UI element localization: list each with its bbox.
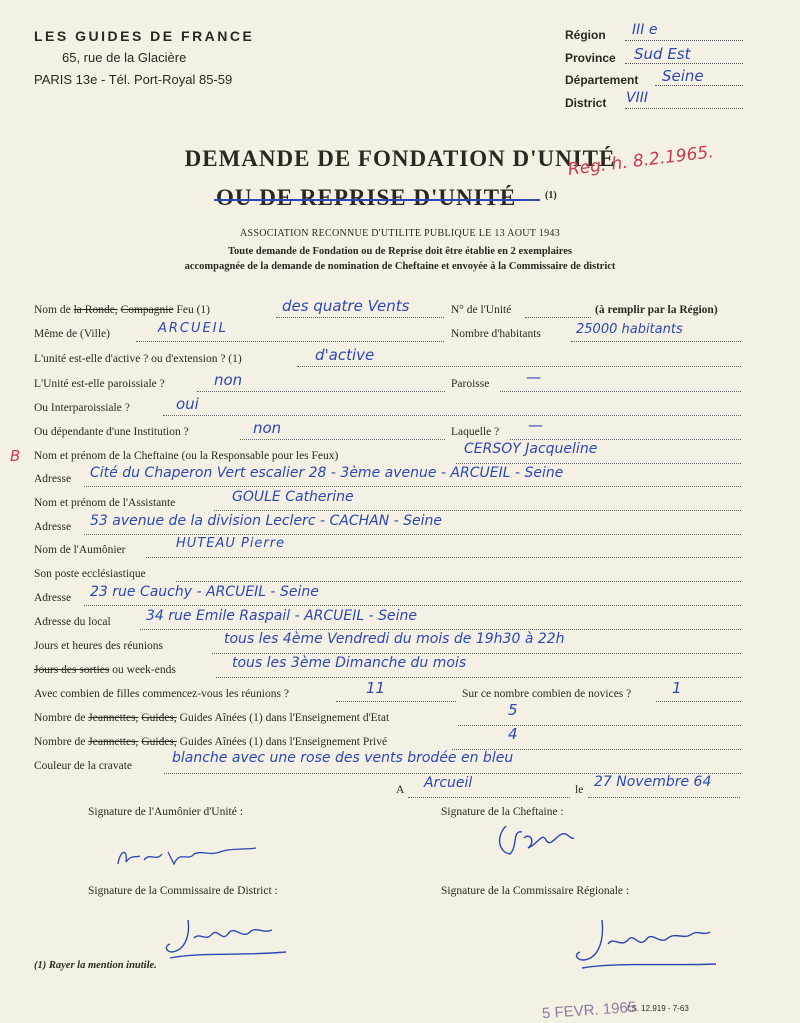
- organization-address: 65, rue de la Glacière: [62, 50, 187, 65]
- district-value: VIII: [626, 90, 648, 106]
- state-school-value: 5: [508, 701, 518, 719]
- instructions-line1: Toute demande de Fondation ou de Reprise doit être établie en 2 exemplaires: [228, 246, 572, 257]
- outings-value: tous les 3ème Dimanche du mois: [232, 655, 467, 671]
- inhabitants-value: 25000 habitants: [576, 322, 683, 337]
- regional-commissioner-signature-label: Signature de la Commissaire Régionale :: [441, 885, 630, 897]
- leader-name-value: CERSOY Jacqueline: [464, 441, 598, 457]
- novices-label: Sur ce nombre combien de novices ?: [462, 688, 632, 700]
- departement-label: Département: [565, 73, 639, 87]
- district-commissioner-signature-label: Signature de la Commissaire de District :: [88, 885, 278, 897]
- organization-name: LES GUIDES DE FRANCE: [34, 28, 255, 44]
- date-value: 27 Novembre 64: [594, 774, 712, 790]
- unit-number-field[interactable]: [525, 304, 591, 318]
- footnote: (1) Rayer la mention inutile.: [34, 960, 157, 971]
- instructions-line2: accompagnée de la demande de nomination de Cheftaine et envoyée à la Commissaire de district: [184, 261, 616, 272]
- leader-address-label: Adresse: [34, 473, 72, 485]
- city-value: ARCUEIL: [158, 321, 228, 336]
- leader-name-label: Nom et prénom de la Cheftaine (ou la Responsable pour les Feux): [34, 450, 339, 462]
- reference-code: I.S. 12.919 - 7-63: [627, 1004, 689, 1013]
- assistant-address-label: Adresse: [34, 521, 72, 533]
- private-school-field[interactable]: [452, 736, 741, 750]
- active-extension-label: L'unité est-elle d'active ? ou d'extension ? (1): [34, 353, 242, 365]
- which-institution-label: Laquelle ?: [451, 426, 500, 438]
- chaplain-name-value: HUTEAU Pierre: [176, 536, 286, 551]
- unit-name-value: des quatre Vents: [282, 297, 410, 315]
- date-label: le: [575, 784, 584, 796]
- margin-annotation: B: [10, 447, 21, 465]
- parish-label: Paroisse: [451, 378, 490, 390]
- interparish-value: oui: [176, 395, 199, 413]
- institution-value: non: [253, 419, 282, 437]
- interparish-label: Ou Interparoissiale ?: [34, 402, 130, 414]
- ecclesiastic-post-field[interactable]: [176, 568, 741, 582]
- assistant-address-value: 53 avenue de la division Leclerc - CACHAN - Seine: [90, 513, 442, 529]
- chaplain-signature-label: Signature de l'Aumônier d'Unité :: [88, 806, 243, 818]
- active-extension-value: d'active: [315, 346, 375, 364]
- received-stamp: 5 FEVR. 1965: [541, 998, 637, 1023]
- region-value: III e: [632, 22, 658, 38]
- parish-question-value: non: [214, 371, 243, 389]
- chaplain-signature: [110, 838, 260, 874]
- place-label: A: [396, 784, 405, 796]
- unit-number-label: N° de l'Unité: [451, 304, 512, 316]
- private-school-value: 4: [508, 725, 518, 743]
- district-label: District: [565, 96, 607, 110]
- outings-label: Jours des sorties ou week-ends: [34, 664, 176, 676]
- tie-color-value: blanche avec une rose des vents brodée en bleu: [172, 750, 514, 766]
- inhabitants-label: Nombre d'habitants: [451, 328, 541, 340]
- form-title-line2: OU DE REPRISE D'UNITÉ: [216, 185, 517, 210]
- state-school-field[interactable]: [458, 712, 741, 726]
- parish-question-label: L'Unité est-elle paroissiale ?: [34, 378, 165, 390]
- leader-signature: [488, 818, 578, 864]
- form-title: DEMANDE DE FONDATION D'UNITÉ: [184, 146, 616, 171]
- title-footnote-ref: (1): [545, 190, 557, 201]
- ecclesiastic-post-label: Son poste ecclésiastique: [34, 568, 146, 580]
- interparish-field[interactable]: [163, 402, 741, 416]
- leader-address-value: Cité du Chaperon Vert escalier 28 - 3ème avenue - ARCUEIL - Seine: [90, 465, 564, 481]
- private-school-label: Nombre de Jeannettes, Guides, Guides Aînées (1) dans l'Enseignement Privé: [34, 736, 388, 748]
- registration-date-annotation: Reg. h. 8.2.1965.: [566, 142, 715, 180]
- organization-city-phone: PARIS 13e - Tél. Port-Royal 85-59: [34, 72, 233, 87]
- which-institution-value: —: [528, 416, 543, 434]
- association-statement: ASSOCIATION RECONNUE D'UTILITE PUBLIQUE LE 13 AOUT 1943: [239, 228, 561, 239]
- girls-count-label: Avec combien de filles commencez-vous les réunions ?: [34, 688, 289, 700]
- premises-address-label: Adresse du local: [34, 616, 111, 628]
- province-label: Province: [565, 51, 616, 65]
- departement-value: Seine: [662, 67, 704, 85]
- parish-value: —: [526, 368, 541, 386]
- unit-name-label: Nom de la Ronde, Compagnie Feu (1): [34, 304, 211, 316]
- meetings-value: tous les 4ème Vendredi du mois de 19h30 à 22h: [224, 631, 565, 647]
- chaplain-address-value: 23 rue Cauchy - ARCUEIL - Seine: [90, 584, 319, 600]
- leader-signature-label: Signature de la Cheftaine :: [441, 806, 564, 818]
- novices-field[interactable]: [656, 688, 741, 702]
- which-institution-field[interactable]: [510, 426, 741, 440]
- province-value: Sud Est: [634, 45, 691, 63]
- chaplain-name-label: Nom de l'Aumônier: [34, 544, 126, 556]
- tie-color-label: Couleur de la cravate: [34, 760, 133, 772]
- assistant-name-label: Nom et prénom de l'Assistante: [34, 497, 176, 509]
- premises-address-value: 34 rue Emile Raspail - ARCUEIL - Seine: [146, 608, 418, 624]
- chaplain-address-label: Adresse: [34, 592, 72, 604]
- institution-label: Ou dépendante d'une Institution ?: [34, 426, 189, 438]
- region-label: Région: [565, 28, 606, 42]
- girls-count-value: 11: [366, 679, 386, 697]
- state-school-label: Nombre de Jeannettes, Guides, Guides Aînées (1) dans l'Enseignement d'Etat: [34, 712, 390, 724]
- novices-value: 1: [672, 679, 682, 697]
- unit-number-note: (à remplir par la Région): [595, 304, 718, 316]
- regional-commissioner-signature: [568, 914, 718, 974]
- girls-count-field[interactable]: [336, 688, 456, 702]
- meetings-label: Jours et heures des réunions: [34, 640, 164, 652]
- title-strike-mark: [214, 199, 540, 201]
- city-label: Même de (Ville): [34, 328, 110, 340]
- place-value: Arcueil: [424, 775, 473, 791]
- assistant-name-value: GOULE Catherine: [232, 489, 354, 505]
- district-commissioner-signature: [160, 912, 290, 962]
